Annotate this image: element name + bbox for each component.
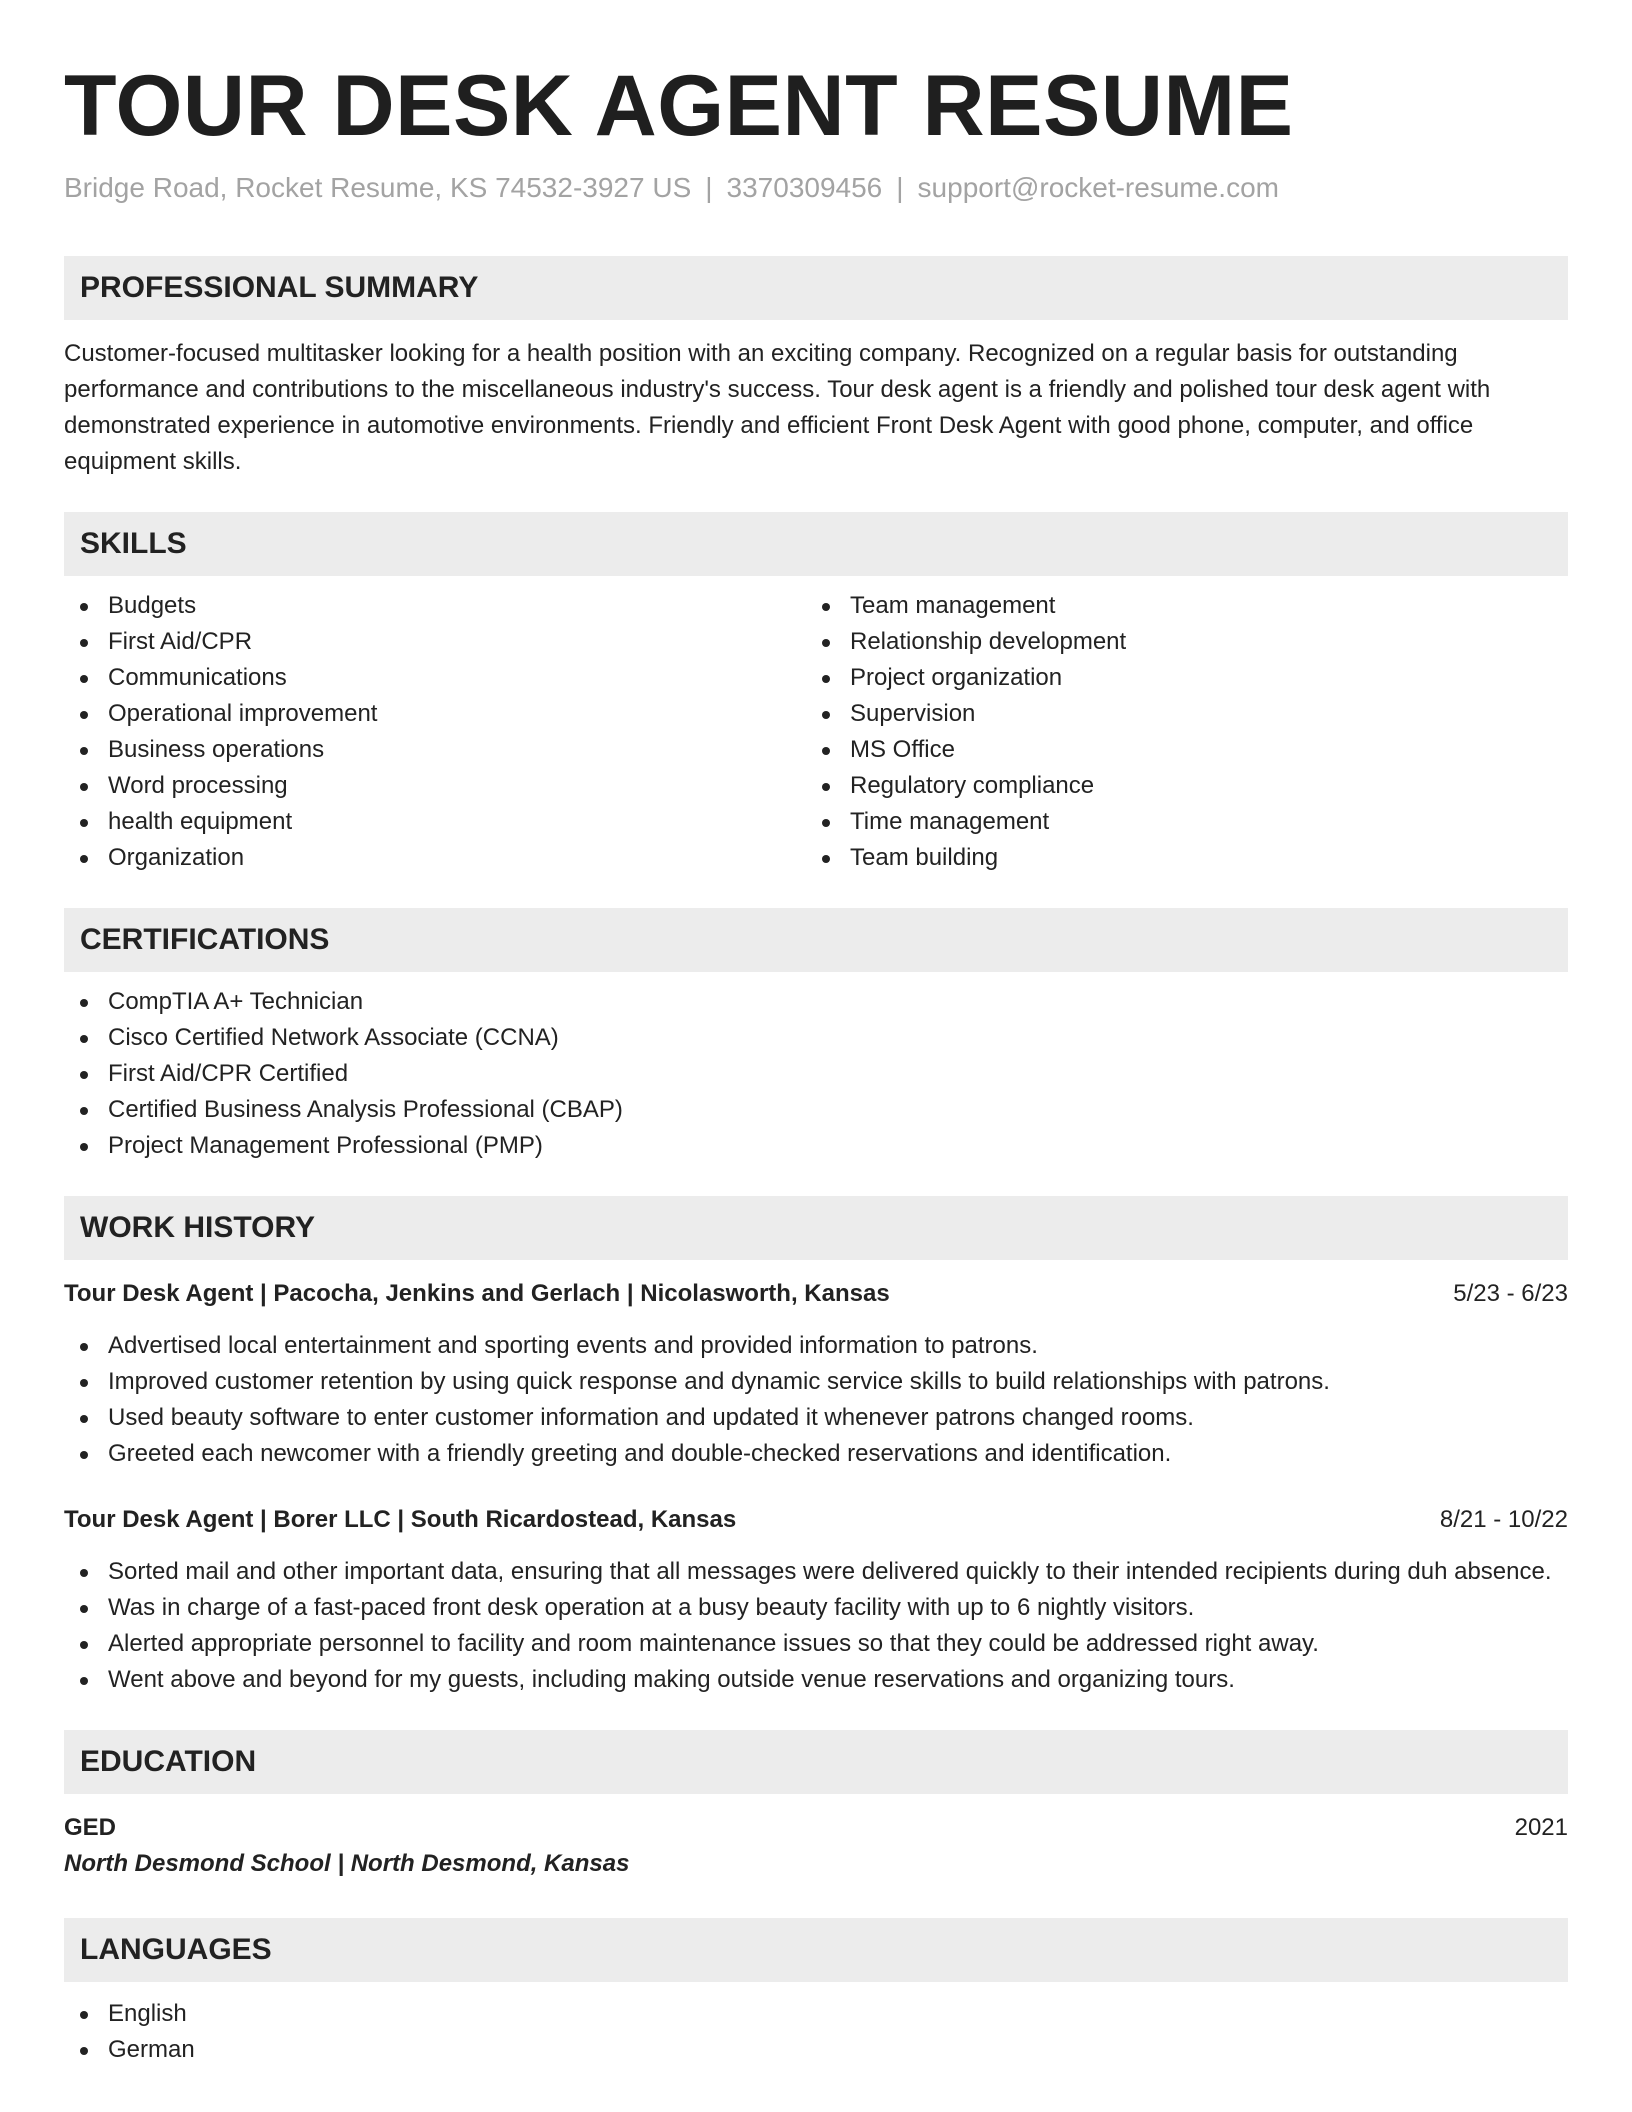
job-bullet: Advertised local entertainment and sporting events and provided information to patrons. — [64, 1328, 1568, 1364]
job-dates: 5/23 - 6/23 — [1453, 1280, 1568, 1307]
education-school: North Desmond School | North Desmond, Kansas — [64, 1850, 630, 1877]
job-bullet: Improved customer retention by using quick response and dynamic service skills to build relationships with patrons. — [64, 1364, 1568, 1400]
skill-item: Time management — [806, 804, 1548, 840]
skill-item: Supervision — [806, 696, 1548, 732]
education-year: 2021 — [1514, 1814, 1568, 1841]
skills-column-left — [64, 588, 806, 876]
summary-text: Customer-focused multitasker looking for a health position with an exciting company. Recognized on a regular basis for outstanding performance and contributions to the miscellaneous industry's success. Tour desk agent is a friendly and polished tour desk agent with demonstrated experience in automotive environments. Friendly and efficient Front Desk Agent with good phone, computer, and office equipment skills. — [64, 340, 1491, 475]
contact-email: support@rocket-resume.com — [917, 172, 1279, 203]
resume-page — [64, 0, 1568, 2068]
skill-item: Team building — [806, 840, 1548, 876]
job-title: Tour Desk Agent | Pacocha, Jenkins and Gerlach | Nicolasworth, Kansas — [64, 1280, 890, 1307]
skill-item: Project organization — [806, 660, 1548, 696]
section-header-summary: PROFESSIONAL SUMMARY — [64, 256, 1568, 320]
contact-separator: | — [705, 172, 713, 203]
skill-item: Word processing — [64, 768, 806, 804]
section-header-languages: LANGUAGES — [64, 1918, 1568, 1982]
skill-item: MS Office — [806, 732, 1548, 768]
languages-list — [64, 1996, 1568, 2068]
skill-item: Business operations — [64, 732, 806, 768]
contact-separator: | — [896, 172, 904, 203]
section-header-education: EDUCATION — [64, 1730, 1568, 1794]
skill-item: Communications — [64, 660, 806, 696]
skill-item: Budgets — [64, 588, 806, 624]
skill-item: Operational improvement — [64, 696, 806, 732]
contact-phone: 3370309456 — [726, 172, 883, 203]
contact-line — [64, 170, 1568, 206]
section-header-work-history: WORK HISTORY — [64, 1196, 1568, 1260]
section-header-certifications: CERTIFICATIONS — [64, 908, 1568, 972]
certification-item: Project Management Professional (PMP) — [64, 1128, 1568, 1164]
job-bullet: Used beauty software to enter customer information and updated it whenever patrons changed rooms. — [64, 1400, 1568, 1436]
contact-address: Bridge Road, Rocket Resume, KS 74532-3927 US — [64, 172, 692, 203]
job-header — [64, 1502, 1568, 1538]
job-bullet: Sorted mail and other important data, ensuring that all messages were delivered quickly to their intended recipients during duh absence. — [64, 1554, 1568, 1590]
job-bullet: Was in charge of a fast-paced front desk operation at a busy beauty facility with up to 6 nightly visitors. — [64, 1590, 1568, 1626]
job-bullet: Greeted each newcomer with a friendly greeting and double-checked reservations and identification. — [64, 1436, 1568, 1472]
skill-item: health equipment — [64, 804, 806, 840]
education-degree: GED — [64, 1814, 117, 1841]
job-bullets — [64, 1554, 1568, 1698]
language-item: German — [64, 2032, 1568, 2068]
skill-item: Organization — [64, 840, 806, 876]
job-header — [64, 1276, 1568, 1312]
skills-column-right — [806, 588, 1548, 876]
job-bullet: Alerted appropriate personnel to facility and room maintenance issues so that they could be addressed right away. — [64, 1626, 1568, 1662]
certification-item: Cisco Certified Network Associate (CCNA) — [64, 1020, 1568, 1056]
skill-item: Regulatory compliance — [806, 768, 1548, 804]
certification-item: Certified Business Analysis Professional (CBAP) — [64, 1092, 1568, 1128]
skill-item: Relationship development — [806, 624, 1548, 660]
section-header-skills: SKILLS — [64, 512, 1568, 576]
skills-list — [64, 588, 1568, 876]
job-dates: 8/21 - 10/22 — [1439, 1506, 1568, 1533]
certifications-list — [64, 984, 1568, 1164]
certification-item: First Aid/CPR Certified — [64, 1056, 1568, 1092]
job-bullet: Went above and beyond for my guests, including making outside venue reservations and organizing tours. — [64, 1662, 1568, 1698]
job-bullets — [64, 1328, 1568, 1472]
resume-title: TOUR DESK AGENT RESUME — [64, 58, 1294, 154]
language-item: English — [64, 1996, 1568, 2032]
education-header — [64, 1810, 1568, 1846]
certification-item: CompTIA A+ Technician — [64, 984, 1568, 1020]
job-title: Tour Desk Agent | Borer LLC | South Ricardostead, Kansas — [64, 1506, 737, 1533]
skill-item: Team management — [806, 588, 1548, 624]
skill-item: First Aid/CPR — [64, 624, 806, 660]
